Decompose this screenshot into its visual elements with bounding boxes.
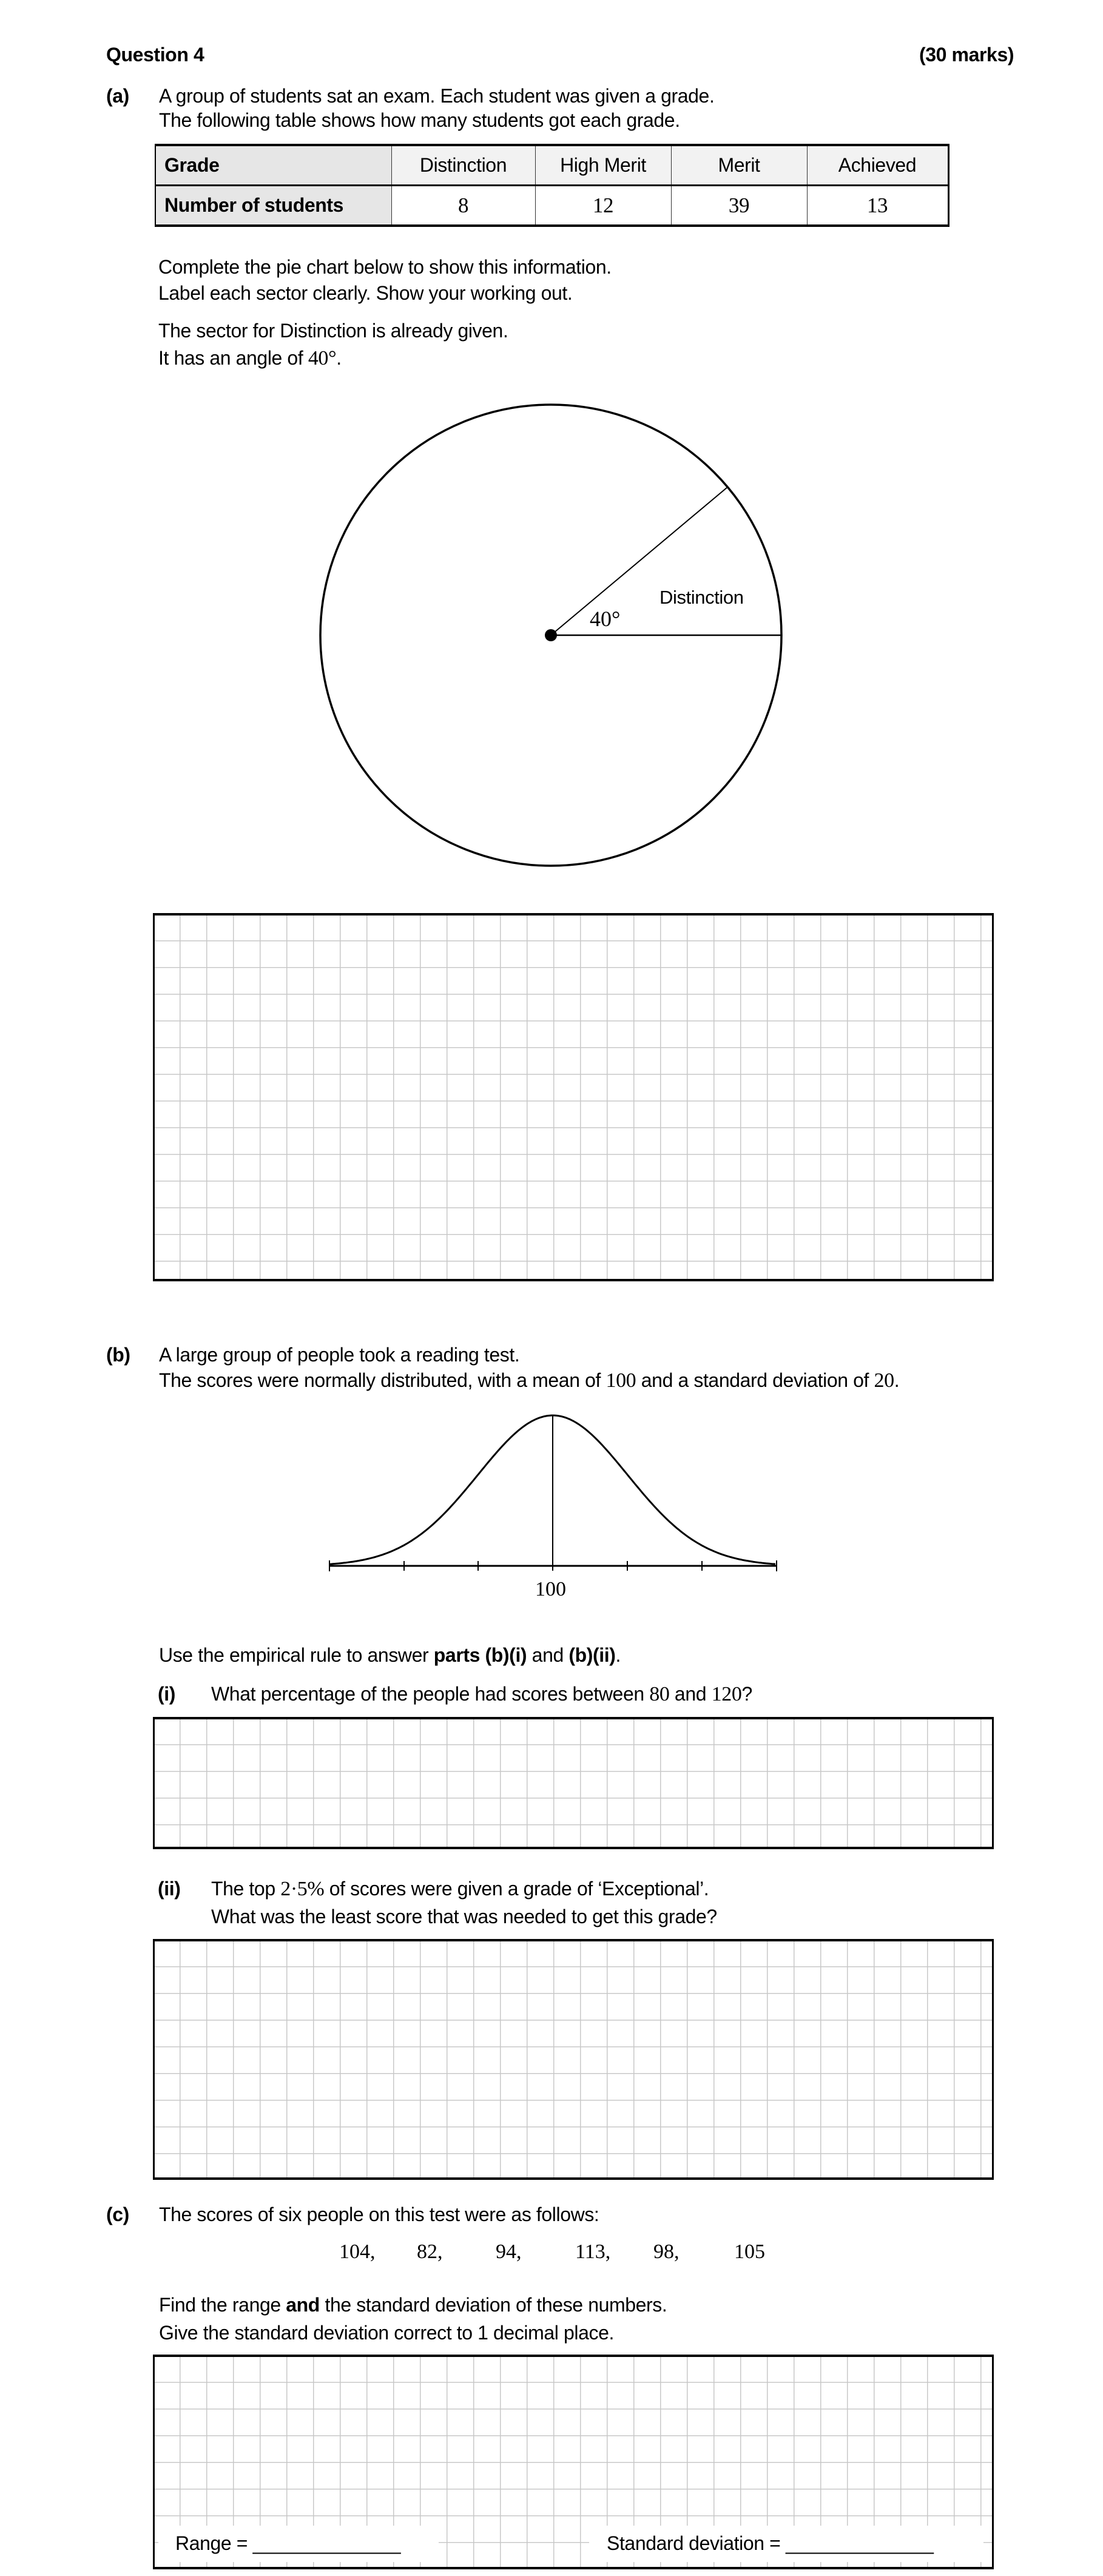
part-c-intro: The scores of six people on this test were as follows: [159, 2203, 599, 2225]
part-b-intro-line1: A large group of people took a reading test. [159, 1344, 520, 1366]
part-b-i-qmark: ? [741, 1683, 752, 1705]
part-c-instruction-line1 [159, 2293, 667, 2317]
range-label: Range = [175, 2532, 253, 2554]
score-value: 98, [653, 2241, 680, 2263]
grade-row-header: Grade [155, 145, 391, 186]
score-value: 94, [496, 2241, 522, 2263]
part-b-intro-text2: and a standard deviation of [636, 1369, 874, 1391]
part-b-intro-text: The scores were normally distributed, with a mean of [159, 1369, 606, 1391]
given-sector-text: It has an angle of [158, 347, 308, 369]
grade-cell: Distinction [391, 145, 535, 186]
part-b-i-high: 120 [711, 1683, 742, 1705]
part-b-i-label: (i) [158, 1683, 176, 1705]
pie-instruction-line2: Label each sector clearly. Show your working out. [158, 282, 573, 304]
part-b-mean: 100 [605, 1369, 636, 1392]
given-sector-period: . [336, 347, 342, 369]
part-b-ii-line2: What was the least score that was needed to get this grade? [211, 1906, 717, 1927]
empirical-rule-instruction [159, 1643, 621, 1667]
question-title: Question 4 [106, 44, 204, 66]
part-b-ii-line1 [211, 1876, 709, 1901]
count-cell: 12 [535, 186, 671, 226]
marks-label: (30 marks) [919, 44, 1014, 66]
count-row-header: Number of students [155, 186, 391, 226]
part-b-i-and: and [669, 1683, 712, 1705]
part-a-label: (a) [106, 85, 129, 107]
part-c-instruction-line2: Give the standard deviation correct to 1 decimal place. [159, 2322, 614, 2344]
part-b-i-low: 80 [649, 1683, 670, 1705]
sd-blank[interactable]: ______________ [785, 2532, 934, 2554]
score-value: 82, [417, 2241, 443, 2263]
count-cell: 39 [671, 186, 807, 226]
answer-box-c[interactable] [153, 2355, 994, 2569]
part-b-i-question [211, 1682, 752, 1707]
sd-answer-field[interactable] [607, 2531, 934, 2555]
count-cell: 13 [807, 186, 948, 226]
pie-angle-label: 40° [590, 607, 621, 631]
answer-box-b-i[interactable] [153, 1717, 994, 1849]
rule-text-bold-bi: parts (b)(i) [433, 1644, 527, 1666]
count-cell: 8 [391, 186, 535, 226]
part-b-ii-text: The top [211, 1878, 281, 1900]
rule-text-period: . [615, 1644, 621, 1666]
part-c-instr-text2: the standard deviation of these numbers. [319, 2294, 667, 2316]
range-answer-field[interactable] [175, 2531, 400, 2555]
grade-cell: Achieved [807, 145, 948, 186]
given-sector-angle: 40° [308, 347, 337, 369]
answer-box-b-ii[interactable] [153, 1939, 994, 2180]
given-sector-line1: The sector for Distinction is already given. [158, 320, 508, 342]
part-c-label: (c) [106, 2203, 129, 2225]
normal-curve-mean-label: 100 [535, 1578, 566, 1600]
score-value: 104, [339, 2241, 376, 2263]
part-b-i-text: What percentage of the people had scores between [211, 1683, 650, 1705]
pie-instruction-line1: Complete the pie chart below to show this information. [158, 256, 612, 278]
score-value: 113, [575, 2241, 611, 2263]
rule-text: Use the empirical rule to answer [159, 1644, 434, 1666]
rule-text-bold-bii: (b)(ii) [568, 1644, 616, 1666]
part-a-intro-line1: A group of students sat an exam. Each student was given a grade. [159, 85, 715, 107]
part-b-ii-label: (ii) [158, 1878, 181, 1900]
part-a-intro-line2: The following table shows how many students got each grade. [159, 109, 680, 131]
grade-cell: Merit [671, 145, 807, 186]
part-c-instr-text: Find the range [159, 2294, 286, 2316]
part-b-intro-period: . [894, 1369, 900, 1391]
part-b-ii-percent: 2·5% [280, 1878, 325, 1900]
score-value: 105 [734, 2241, 765, 2263]
pie-sector-label: Distinction [659, 587, 744, 608]
part-b-label: (b) [106, 1344, 130, 1366]
rule-text-and: and [527, 1644, 569, 1666]
part-c-instr-bold: and [286, 2294, 320, 2316]
sd-label: Standard deviation = [607, 2532, 786, 2554]
part-b-sd: 20 [874, 1369, 894, 1392]
part-b-ii-text2: of scores were given a grade of ‘Exceptional’. [324, 1878, 709, 1900]
grade-cell: High Merit [535, 145, 671, 186]
range-blank[interactable]: ______________ [252, 2532, 401, 2554]
